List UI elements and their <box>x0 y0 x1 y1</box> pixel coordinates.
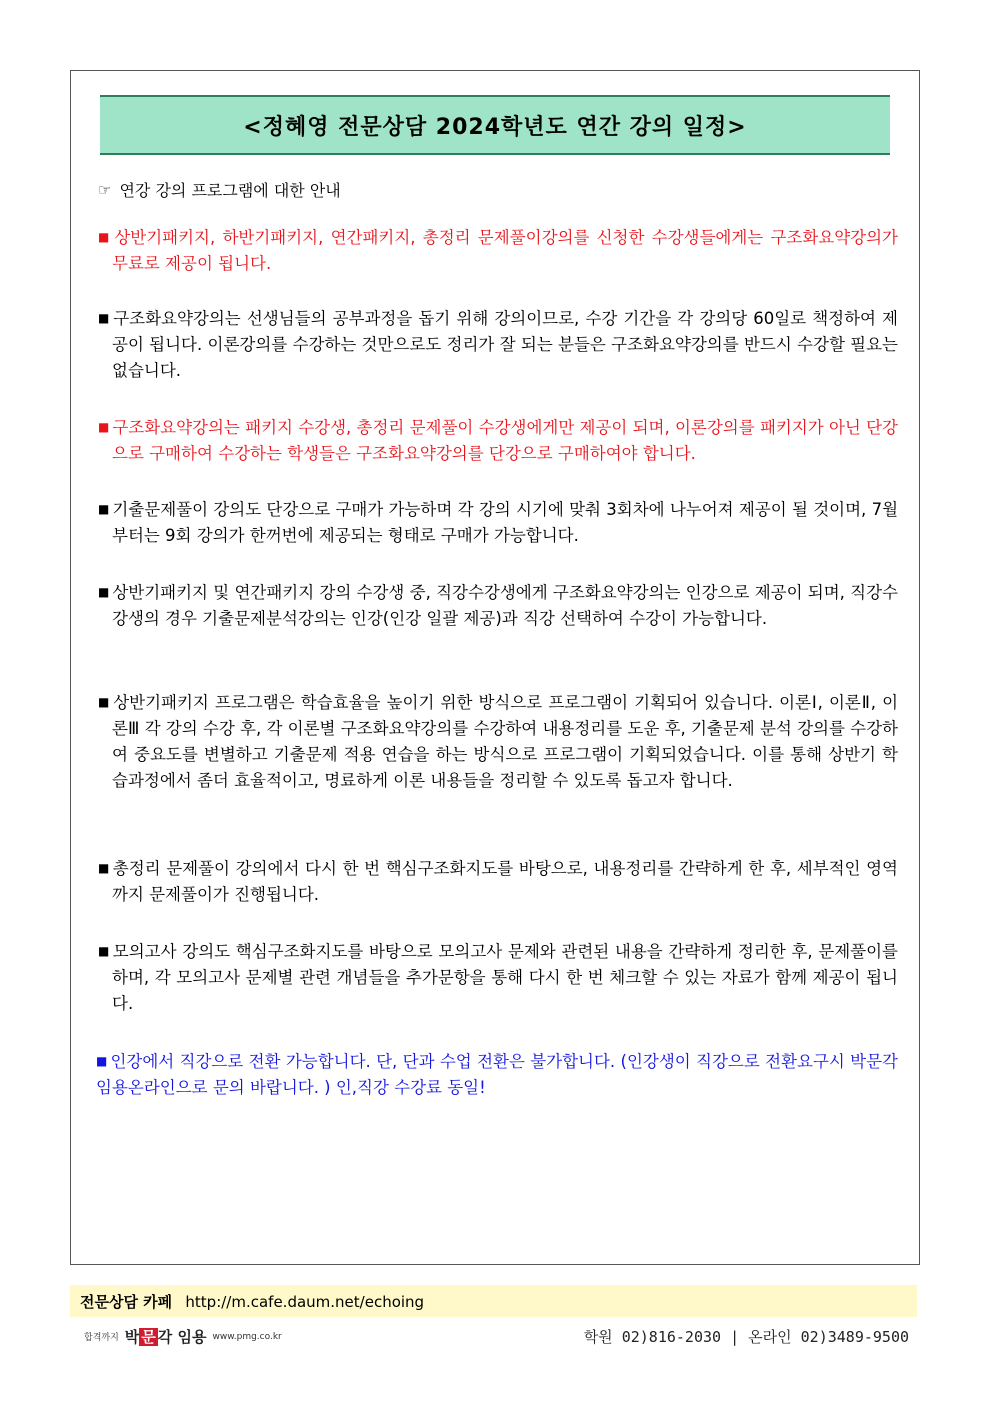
notice-paragraph <box>98 938 898 1017</box>
notice-paragraph <box>98 224 898 277</box>
notice-paragraph <box>98 689 898 794</box>
intro-text: 연강 강의 프로그램에 대한 안내 <box>119 181 341 200</box>
footer-cafe-info <box>80 1291 424 1312</box>
footer-cafe-band <box>70 1285 917 1317</box>
pointing-hand-icon: ☞ <box>98 180 112 199</box>
logo-url[interactable]: www.pmg.co.kr <box>212 1331 282 1342</box>
paragraph-text: 상반기패키지, 하반기패키지, 연간패키지, 총정리 문제풀이강의를 신청한 수강생들에게는 구조화요약강의가 무료로 제공이 됩니다. <box>112 228 898 273</box>
notice-paragraph <box>98 414 898 467</box>
notice-paragraph <box>98 855 898 908</box>
paragraph-text: 구조화요약강의는 선생님들의 공부과정을 돕기 위해 강의이므로, 수강 기간을 각 강의당 60일로 책정하여 제공이 됩니다. 이론강의를 수강하는 것만으로도 정리가 잘 되는 분들은 구조화요약강의를 반드시 수강할 필요는 없습니다. <box>112 309 898 380</box>
intro-line <box>98 178 341 201</box>
paragraph-text: 총정리 문제풀이 강의에서 다시 한 번 핵심구조화지도를 바탕으로, 내용정리를 간략하게 한 후, 세부적인 영역까지 문제풀이가 진행됩니다. <box>112 859 898 904</box>
cafe-label: 전문상담 카페 <box>80 1292 173 1311</box>
paragraph-text: 상반기패키지 프로그램은 학습효율을 높이기 위한 방식으로 프로그램이 기획되어 있습니다. 이론Ⅰ, 이론Ⅱ, 이론Ⅲ 각 강의 수강 후, 각 이론별 구조화요약강의를 수강하여 내용정리를 도운 후, 기출문제 분석 강의를 수강하여 중요도를 변별하고 기출문제 적용 연습을 하는 방식으로 프로그램이 기획되었습니다. 이를 통해 상반기 학습과정에서 좀더 효율적이고, 명료하게 이론 내용들을 정리할 수 있도록 돕고자 합니다. <box>112 693 899 790</box>
paragraph-text: 상반기패키지 및 연간패키지 강의 수강생 중, 직강수강생에게 구조화요약강의는 인강으로 제공이 되며, 직강수강생의 경우 기출문제분석강의는 인강(인강 일괄 제공)과 직강 선택하여 수강이 가능합니다. <box>112 583 898 628</box>
paragraph-text: 모의고사 강의도 핵심구조화지도를 바탕으로 모의고사 문제와 관련된 내용을 간략하게 정리한 후, 문제풀이를 하며, 각 모의고사 문제별 관련 개념들을 추가문항을 통해 다시 한 번 체크할 수 있는 자료가 함께 제공이 됩니다. <box>112 942 898 1013</box>
company-logo <box>84 1326 282 1347</box>
logo-brand: 박 문 각 임용 <box>124 1328 207 1346</box>
square-bullet-icon: ■ <box>98 311 111 325</box>
paragraph-text: 구조화요약강의는 패키지 수강생, 총정리 문제풀이 수강생에게만 제공이 되며, 이론강의를 패키지가 아닌 단강으로 구매하여 수강하는 학생들은 구조화요약강의를 단강으로 구매하여야 합니다. <box>112 418 898 463</box>
square-bullet-icon: ■ <box>98 502 110 516</box>
cafe-link[interactable]: http://m.cafe.daum.net/echoing <box>185 1292 425 1311</box>
contact-numbers: 학원 02)816-2030 | 온라인 02)3489-9500 <box>583 1328 909 1346</box>
square-bullet-icon: ■ <box>96 1054 108 1068</box>
logo-tagline: 합격까지 <box>84 1333 119 1343</box>
square-bullet-icon: ■ <box>98 695 111 709</box>
notice-paragraph <box>98 496 898 549</box>
square-bullet-icon: ■ <box>98 230 112 244</box>
title-banner <box>100 95 890 155</box>
square-bullet-icon: ■ <box>98 585 110 599</box>
notice-paragraph <box>96 1048 898 1101</box>
square-bullet-icon: ■ <box>98 944 110 958</box>
notice-paragraph <box>98 305 898 384</box>
page-title: <정혜영 전문상담 2024학년도 연간 강의 일정> <box>243 114 747 140</box>
notice-paragraph <box>98 579 898 632</box>
square-bullet-icon: ■ <box>98 861 110 875</box>
paragraph-text: 인강에서 직강으로 전환 가능합니다. 단, 단과 수업 전환은 불가합니다. (인강생이 직강으로 전환요구시 박문각임용온라인으로 문의 바랍니다. ) 인,직강 수강료 동일! <box>96 1052 898 1097</box>
paragraph-text: 기출문제풀이 강의도 단강으로 구매가 가능하며 각 강의 시기에 맞춰 3회차에 나누어져 제공이 될 것이며, 7월부터는 9회 강의가 한꺼번에 제공되는 형태로 구매가 가능합니다. <box>112 500 899 545</box>
square-bullet-icon: ■ <box>98 420 110 434</box>
